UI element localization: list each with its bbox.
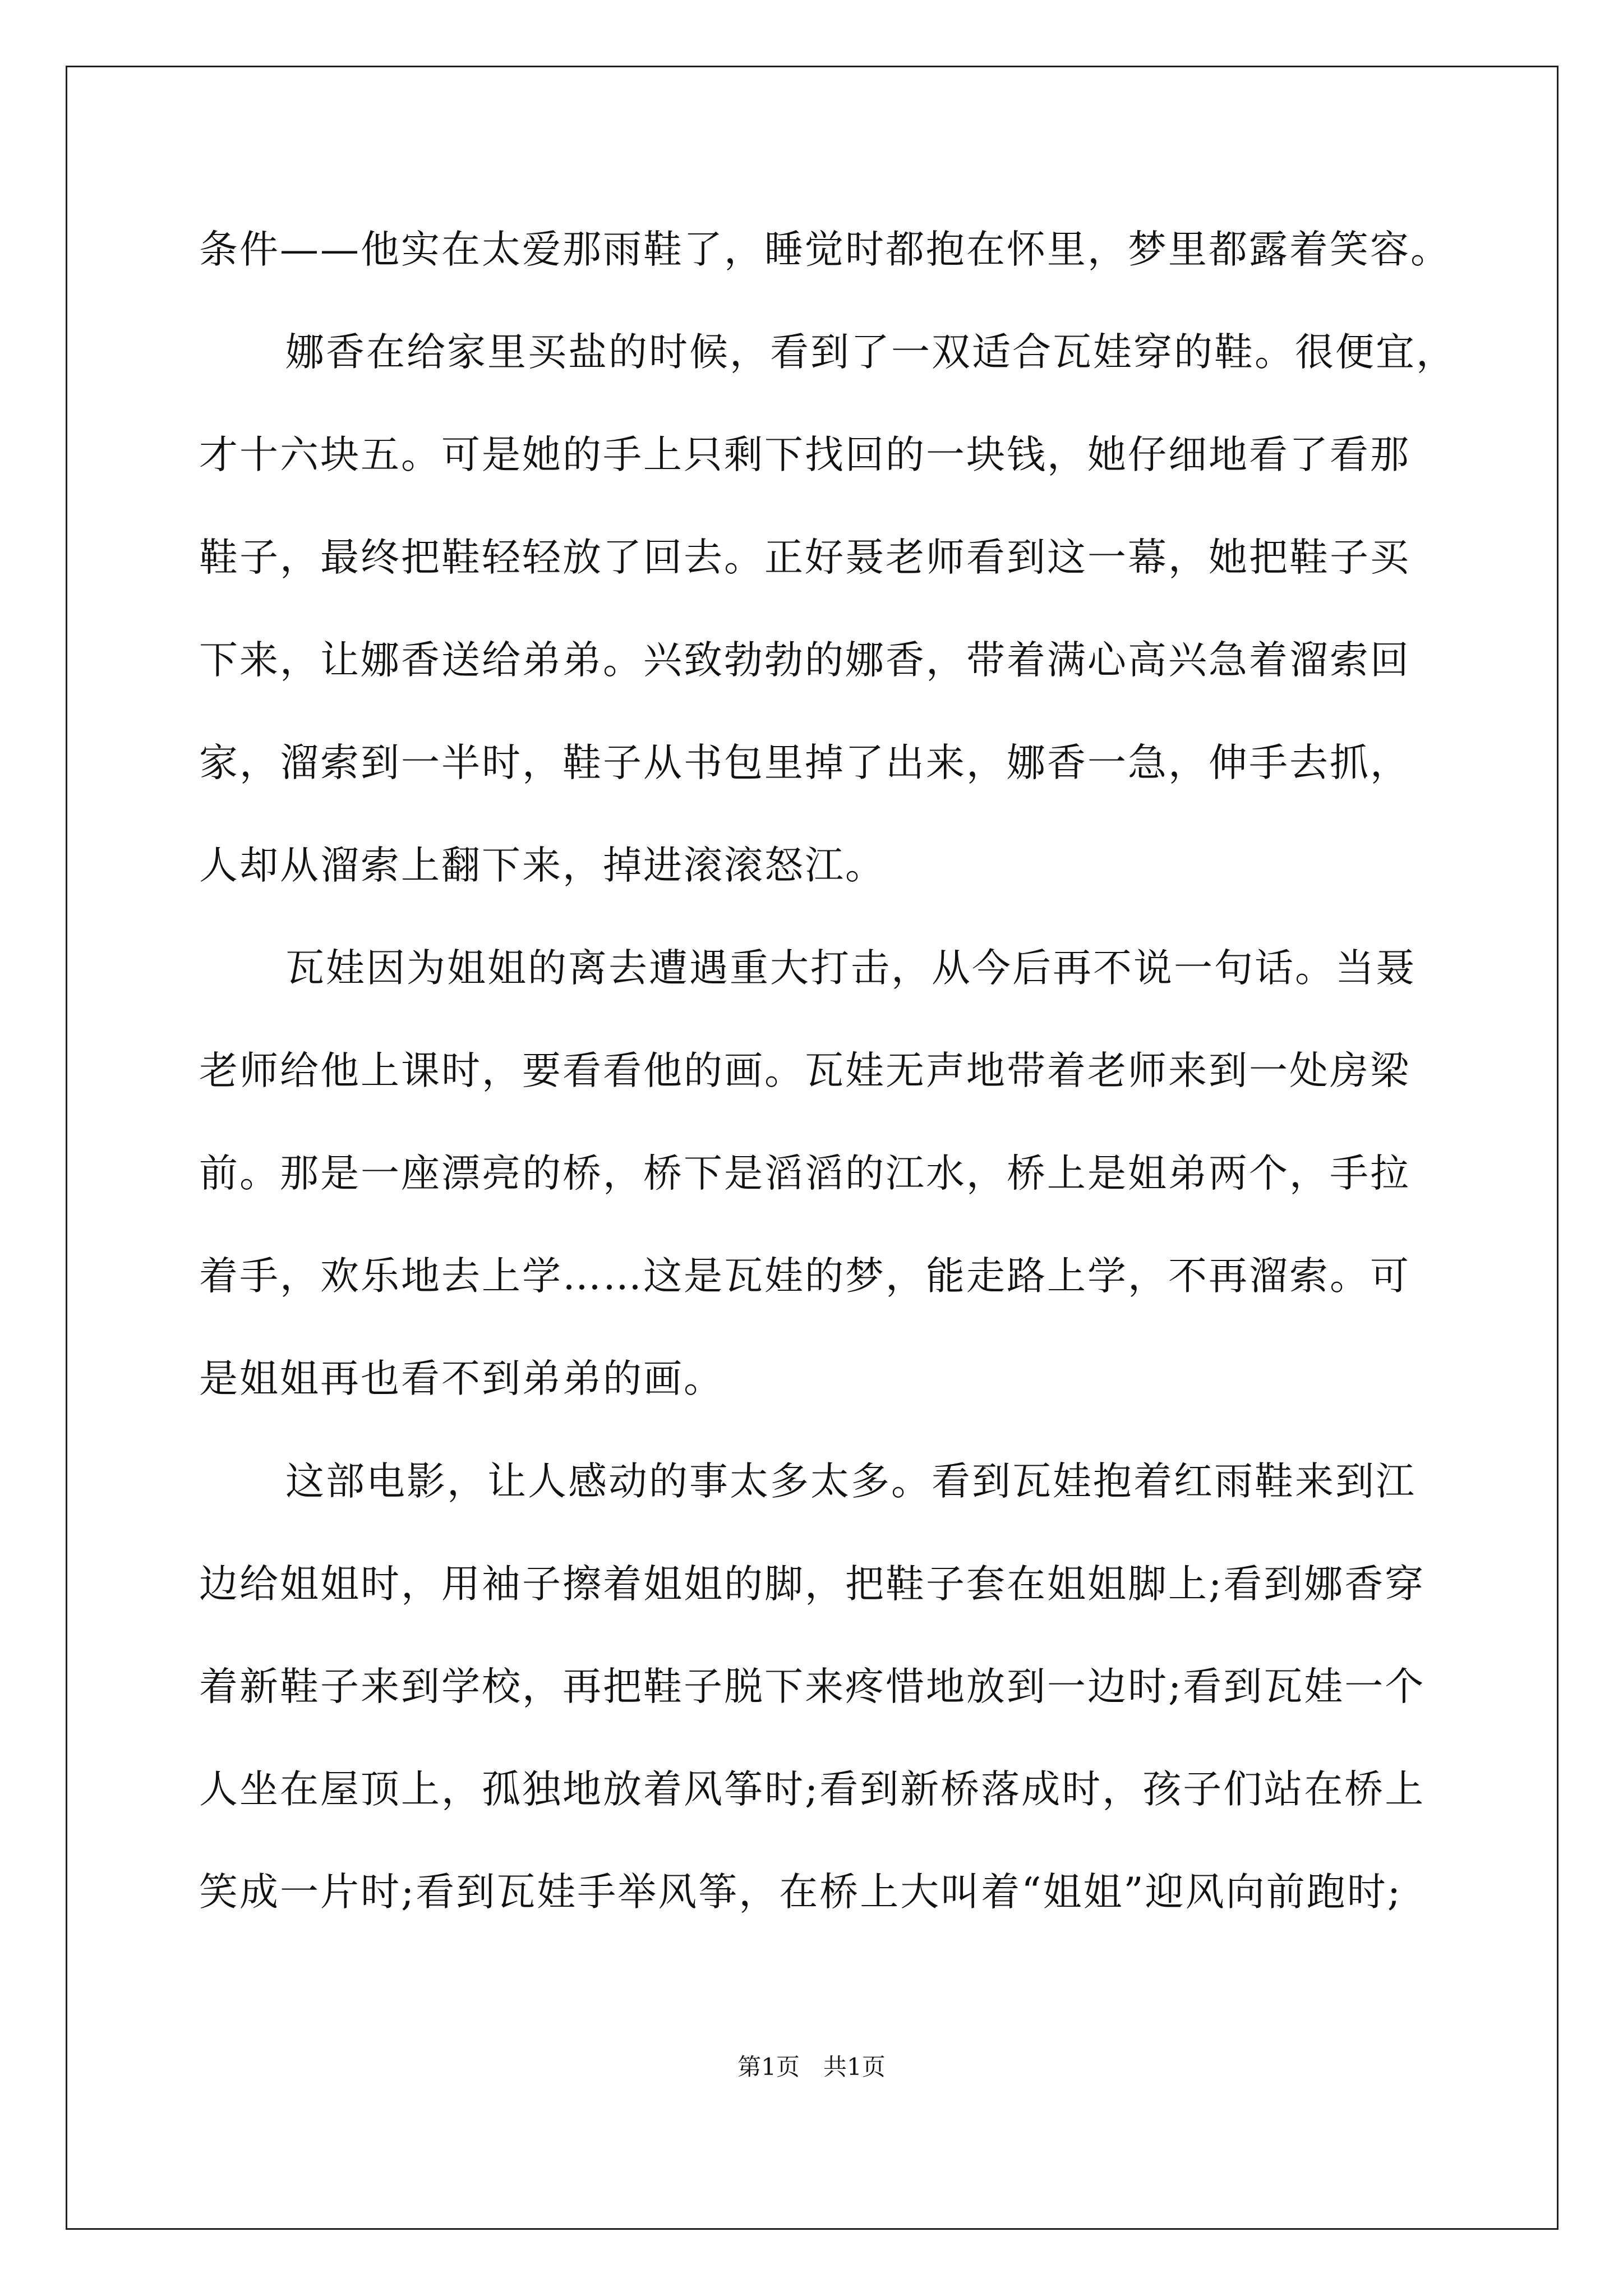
document-body [199,215,1456,1961]
paragraph-start-line: 娜香在给家里买盐的时候，看到了一双适合瓦娃穿的鞋。很便宜， [285,330,1456,375]
text-line: 才十六块五。可是她的手上只剩下找回的一块钱，她仔细地看了看那 [199,432,1410,477]
text-line: 人坐在屋顶上，孤独地放着风筝时;看到新桥落成时，孩子们站在桥上 [199,1767,1426,1812]
text-line: 老师给他上课时，要看看他的画。瓦娃无声地带着老师来到一处房梁 [199,1048,1410,1093]
text-line: 是姐姐再也看不到弟弟的画。 [199,1356,724,1401]
paragraph-start-line: 这部电影，让人感动的事太多太多。看到瓦娃抱着红雨鞋来到江 [285,1459,1416,1504]
text-line: 鞋子，最终把鞋轻轻放了回去。正好聂老师看到这一幕，她把鞋子买 [199,535,1410,580]
text-line: 着新鞋子来到学校，再把鞋子脱下来疼惜地放到一边时;看到瓦娃一个 [199,1664,1426,1709]
text-line: 家，溜索到一半时，鞋子从书包里掉了出来，娜香一急，伸手去抓， [199,740,1410,785]
text-line: 边给姐姐时，用袖子擦着姐姐的脚，把鞋子套在姐姐脚上;看到娜香穿 [199,1562,1426,1607]
text-line: 前。那是一座漂亮的桥，桥下是滔滔的江水，桥上是姐弟两个，手拉 [199,1151,1410,1196]
text-line: 着手，欢乐地去上学……这是瓦娃的梦，能走路上学，不再溜索。可 [199,1254,1410,1299]
text-line: 笑成一片时;看到瓦娃手举风筝，在桥上大叫着“姐姐”迎风向前跑时; [199,1870,1403,1915]
text-line: 条件——他实在太爱那雨鞋了，睡觉时都抱在怀里，梦里都露着笑容。 [199,227,1451,272]
text-line: 人却从溜索上翻下来，掉进滚滚怒江。 [199,843,886,888]
page-footer: 第1页 共1页 [737,2053,886,2081]
text-line: 下来，让娜香送给弟弟。兴致勃勃的娜香，带着满心高兴急着溜索回 [199,638,1410,683]
paragraph-start-line: 瓦娃因为姐姐的离去遭遇重大打击，从今后再不说一句话。当聂 [285,946,1416,991]
